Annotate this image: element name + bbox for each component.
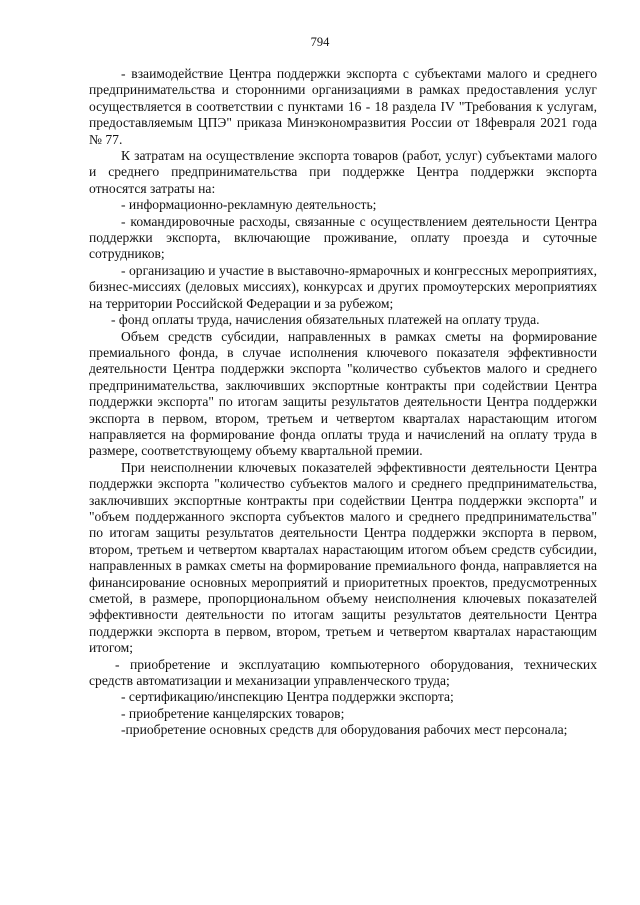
list-item-payroll: - фонд оплаты труда, начисления обязательных платежей на оплату труда. <box>111 312 540 328</box>
document-body <box>89 66 597 739</box>
list-item-exhibitions: - организацию и участие в выставочно-ярмарочных и конгрессных мероприятиях, бизнес-миссиях (деловых миссиях), конкурсах и других промоутерских мероприятиях на территории Российской Федерации и за рубежом; <box>89 262 597 311</box>
list-item-stationery: - приобретение канцелярских товаров; <box>121 705 345 721</box>
list-item-certification: - сертификацию/инспекцию Центра поддержки экспорта; <box>121 689 454 705</box>
paragraph-premium-fund: Объем средств субсидии, направленных в рамках сметы на формирование премиального фонда, в случае исполнения ключевого показателя эффективности деятельности Центра поддержки экспорта "количество субъектов малого и среднего предпринимательства, заключивших экспортные контракты при содействии Центра поддержки экспорта" по итогам защиты результатов деятельности Центра поддержки экспорта в первом, втором, третьем и четвертом кварталах нарастающим итогом направляется на формирование фонда оплаты труда и начислений на оплату труда в размере, соответствующему объему квартальной премии. <box>89 328 597 459</box>
list-item-fixed-assets: -приобретение основных средств для оборудования рабочих мест персонала; <box>121 722 568 738</box>
paragraph-export-costs-intro: К затратам на осуществление экспорта товаров (работ, услуг) субъектами малого и среднего предпринимательства при поддержке Центра поддержки экспорта относятся затраты на: <box>89 148 597 196</box>
list-item-travel-expenses: - командировочные расходы, связанные с осуществлением деятельности Центра поддержки экспорта, включающие проживание, оплату проезда и суточные сотрудников; <box>89 213 597 262</box>
paragraph-non-fulfillment: При неисполнении ключевых показателей эффективности деятельности Центра поддержки экспорта "количество субъектов малого и среднего предпринимательства, заключивших экспортные контракты при содействии Центра поддержки экспорта" и "объем поддержанного экспорта субъектов малого и среднего предпринимательства" по итогам защиты результатов деятельности Центра поддержки экспорта в первом, втором, третьем и четвертом кварталах нарастающим итогом объем средств субсидии, направленных в рамках сметы на формирование премиального фонда, направляется на финансирование основных мероприятий и приоритетных проектов, предусмотренных сметой, в размере, пропорциональном объему неисполнения ключевых показателей эффективности деятельности по итогам защиты результатов деятельности Центра поддержки экспорта в первом, втором, третьем и четвертом кварталах нарастающим итогом; <box>89 459 597 656</box>
list-item-advertising: - информационно-рекламную деятельность; <box>121 197 377 213</box>
list-item-computer-equipment: - приобретение и эксплуатацию компьютерного оборудования, технических средств автоматизации и механизации управленческого труда; <box>89 656 597 689</box>
paragraph-interaction: - взаимодействие Центра поддержки экспорта с субъектами малого и среднего предпринимательства и сторонними организациями в рамках предоставления услуг осуществляется в соответствии с пунктами 16 - 18 раздела IV "Требования к услугам, предоставляемым ЦПЭ" приказа Минэкономразвития России от 18февраля 2021 года № 77. <box>89 66 597 147</box>
page-number: 794 <box>310 35 330 49</box>
